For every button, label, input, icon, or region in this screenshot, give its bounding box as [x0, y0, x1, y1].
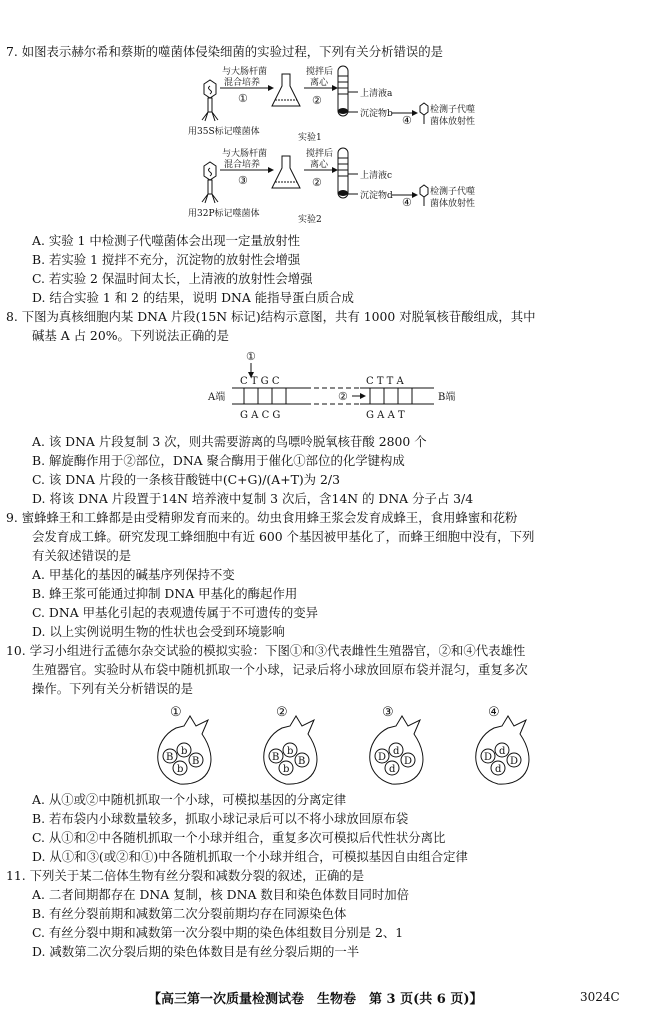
q8-bottom-right: G A A T	[366, 410, 405, 421]
q8-mark1: ①	[246, 350, 256, 363]
bag-3	[370, 705, 423, 784]
q7-phage2: 用32P标记噬菌体	[188, 209, 260, 219]
q7-detect1b: 菌体放射性	[430, 117, 476, 127]
q9-option-a: A. 甲基化的基因的碱基序列保持不变	[32, 567, 235, 582]
q7-exp2: 实验2	[298, 215, 322, 225]
q10-option-b: B. 若布袋内小球数量较多，抓取小球记录后可以不将小球放回原布袋	[32, 811, 409, 826]
q10-option-c: C. 从①和②中各随机抓取一个小球并组合，重复多次可模拟后代性状分离比	[32, 830, 446, 845]
bag-1-label: ①	[170, 705, 182, 720]
q7-mix2-a: 与大肠杆菌	[222, 149, 268, 159]
q7-step2b: ②	[312, 176, 322, 189]
q7-sed-d: 沉淀物d	[360, 191, 393, 201]
phage-small-icon	[420, 103, 428, 124]
bag-3-ball-4: d	[389, 764, 396, 775]
q8-stem-2: 碱基 A 占 20%。下列说法正确的是	[32, 328, 229, 343]
bag-4-ball-2: d	[499, 746, 506, 757]
q8-option-b: B. 解旋酶作用于②部位，DNA 聚合酶用于催化①部位的化学键构成	[32, 453, 405, 468]
q7-step1: ①	[238, 92, 248, 105]
q8-top-right: C T T A	[366, 376, 404, 387]
q8-end-a: A端	[208, 392, 226, 403]
bag-3-ball-1: D	[378, 752, 387, 763]
q8-stem-1: 8. 下图为真核细胞内某 DNA 片段(15N 标记)结构示意图，共有 1000 对脱氧核苷酸组成，其中	[6, 309, 536, 324]
bag-1-ball-3: B	[192, 756, 200, 767]
q7-detect2a: 检测子代噬	[430, 187, 476, 197]
bag-2-label: ②	[276, 705, 288, 720]
q7-stir-b: 离心	[310, 78, 329, 88]
phage-small-icon-2	[420, 185, 428, 206]
q7-mix2-b: 混合培养	[224, 160, 261, 170]
bag-4-label: ④	[488, 705, 500, 720]
q9-stem-2: 会发育成工蜂。研究发现工蜂细胞中有近 600 个基因被甲基化了，而蜂王细胞中没有，下列	[32, 529, 535, 544]
flask-icon-2	[272, 156, 300, 188]
page-footer: 【高三第一次质量检测试卷 生物卷 第 3 页(共 6 页)】	[148, 992, 483, 1007]
q10-stem-1: 10. 学习小组进行孟德尔杂交试验的模拟实验：下图①和③代表雌性生殖器官，②和④代表雄性	[6, 643, 526, 658]
bag-3-label: ③	[382, 705, 394, 720]
q8-option-a: A. 该 DNA 片段复制 3 次，则共需要游离的鸟嘌呤脱氧核苷酸 2800 个	[32, 434, 427, 449]
q7-step4a: ④	[402, 114, 412, 127]
q7-option-b: B. 若实验 1 搅拌不充分，沉淀物的放射性会增强	[32, 252, 301, 267]
q10-bags-figure	[146, 700, 536, 790]
bag-4-ball-1: D	[484, 752, 493, 763]
bag-2-ball-4: b	[283, 764, 290, 775]
q7-detect1a: 检测子代噬	[430, 105, 476, 115]
q7-stir-a: 搅拌后	[306, 67, 334, 77]
phage-icon	[202, 80, 218, 121]
q7-stem: 7. 如图表示赫尔希和蔡斯的噬菌体侵染细菌的实验过程，下列有关分析错误的是	[6, 44, 444, 59]
q9-stem-3: 有关叙述错误的是	[32, 548, 132, 563]
q10-option-d: D. 从①和③(或②和①)中各随机抓取一个小球并组合，可模拟基因自由组合定律	[32, 849, 468, 864]
bag-1-ball-4: b	[177, 764, 184, 775]
q8-top-left: C T G C	[240, 376, 280, 387]
bag-3-ball-3: D	[404, 756, 413, 767]
bag-4-ball-4: d	[495, 764, 502, 775]
q8-option-d: D. 将该 DNA 片段置于14N 培养液中复制 3 次后，含14N 的 DNA 分子占 3/4	[32, 491, 474, 506]
q10-stem-2: 生殖器官。实验时从布袋中随机抓取一个小球，记录后将小球放回原布袋并混匀，重复多次	[32, 662, 528, 677]
bag-1-ball-2: b	[181, 746, 188, 757]
bag-2-ball-3: B	[298, 756, 306, 767]
bag-2	[264, 705, 317, 784]
q7-option-a: A. 实验 1 中检测子代噬菌体会出现一定量放射性	[32, 233, 301, 248]
q8-option-c: C. 该 DNA 片段的一条核苷酸链中(C+G)/(A+T)为 2/3	[32, 472, 340, 487]
q8-bottom-left: G A C G	[240, 410, 281, 421]
q7-option-d: D. 结合实验 1 和 2 的结果，说明 DNA 能指导蛋白质合成	[32, 290, 354, 305]
q8-dna-figure	[206, 348, 466, 428]
q9-option-c: C. DNA 甲基化引起的表观遗传属于不可遗传的变异	[32, 605, 319, 620]
q7-mix-label-a: 与大肠杆菌	[222, 67, 268, 77]
q7-detect2b: 菌体放射性	[430, 199, 476, 209]
bag-2-ball-1: B	[272, 752, 280, 763]
q7-sup-a: 上清液a	[360, 89, 393, 99]
bag-4	[476, 705, 529, 784]
phage-icon-2	[202, 162, 218, 203]
q7-stir2-a: 搅拌后	[306, 149, 334, 159]
q11-option-c: C. 有丝分裂中期和减数第一次分裂中期的染色体组数目分别是 2、1	[32, 925, 404, 940]
q11-option-d: D. 减数第二次分裂后期的染色体数目是有丝分裂后期的一半	[32, 944, 360, 959]
bag-4-ball-3: D	[510, 756, 519, 767]
bag-1-ball-1: B	[166, 752, 174, 763]
bag-2-ball-2: b	[287, 746, 294, 757]
q11-stem: 11. 下列关于某二倍体生物有丝分裂和减数分裂的叙述，正确的是	[6, 868, 365, 883]
q8-mark2: ②	[338, 390, 348, 403]
q10-stem-3: 操作。下列有关分析错误的是	[32, 681, 194, 696]
bag-1	[158, 705, 211, 784]
q9-stem-1: 9. 蜜蜂蜂王和工蜂都是由受精卵发育而来的。幼虫食用蜂王浆会发育成蜂王，食用蜂蜜和花粉	[6, 510, 518, 525]
q9-option-b: B. 蜂王浆可能通过抑制 DNA 甲基化的酶起作用	[32, 586, 298, 601]
tube-icon	[338, 66, 348, 116]
q7-option-c: C. 若实验 2 保温时间太长，上清液的放射性会增强	[32, 271, 313, 286]
q7-step3: ③	[238, 174, 248, 187]
paper-code: 3024C	[580, 990, 620, 1004]
flask-icon	[272, 74, 300, 106]
q9-option-d: D. 以上实例说明生物的性状也会受到环境影响	[32, 624, 285, 639]
bag-3-ball-2: d	[393, 746, 400, 757]
q10-option-a: A. 从①或②中随机抓取一个小球，可模拟基因的分离定律	[32, 792, 347, 807]
q7-exp1: 实验1	[298, 133, 322, 143]
q7-sup-c: 上清液c	[360, 171, 393, 181]
q7-step2: ②	[312, 94, 322, 107]
q11-option-a: A. 二者间期都存在 DNA 复制，核 DNA 数目和染色体数目同时加倍	[32, 887, 410, 902]
q7-sed-b: 沉淀物b	[360, 109, 393, 119]
q7-figure	[186, 62, 506, 232]
q11-option-b: B. 有丝分裂前期和减数第二次分裂前期均存在同源染色体	[32, 906, 347, 921]
q7-mix-label-b: 混合培养	[224, 78, 261, 88]
tube-icon-2	[338, 148, 348, 198]
q7-step4b: ④	[402, 196, 412, 209]
q8-end-b: B端	[438, 392, 456, 403]
q7-phage1: 用35S标记噬菌体	[188, 127, 260, 137]
q7-stir2-b: 离心	[310, 160, 329, 170]
